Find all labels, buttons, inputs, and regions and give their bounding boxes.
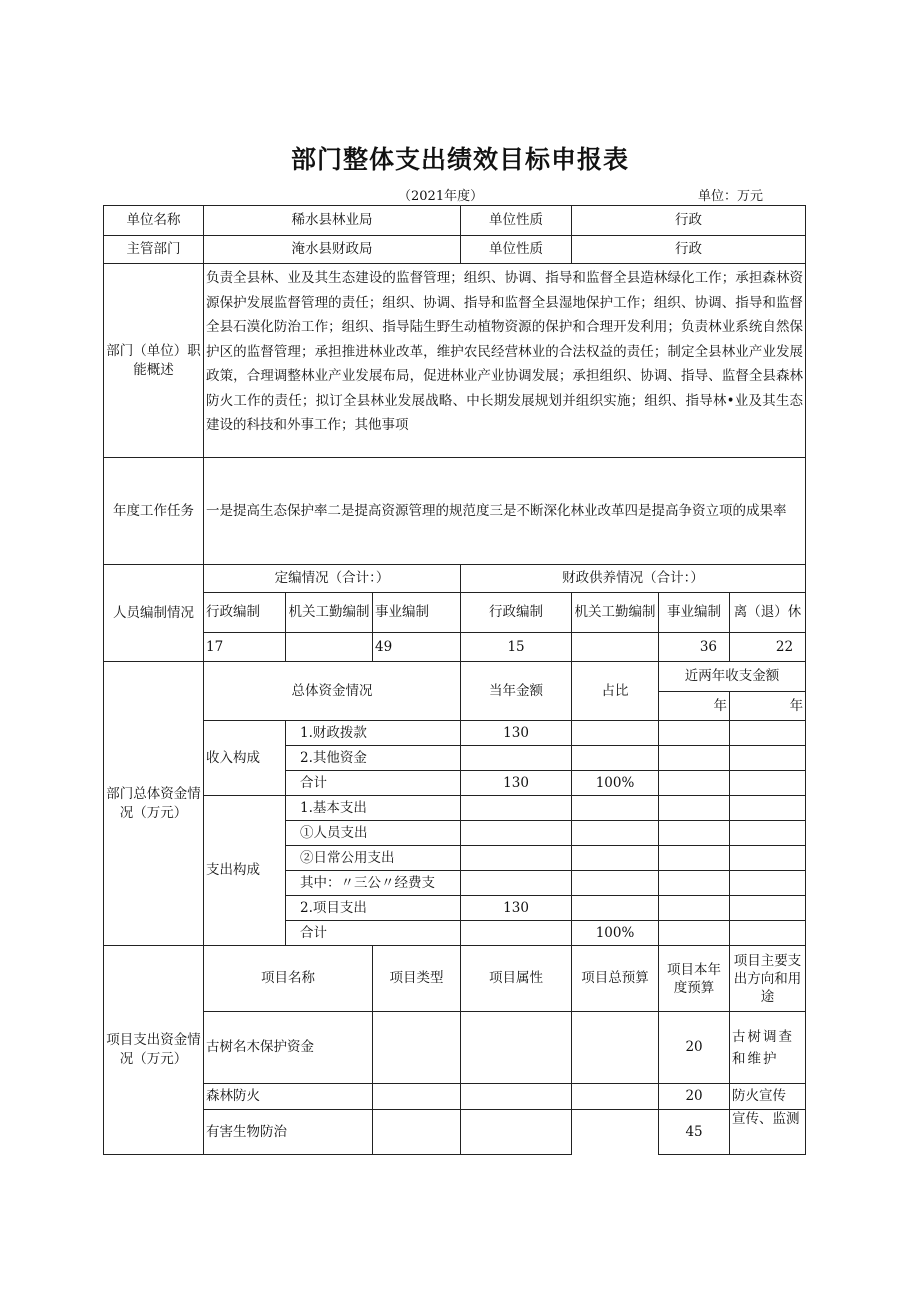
expense-amount xyxy=(461,821,572,846)
staffing-col: 行政编制 xyxy=(461,593,572,633)
expense-ratio xyxy=(572,871,659,896)
performance-target-table xyxy=(103,205,806,1155)
duties-label: 部门（单位）职能概述 xyxy=(104,264,204,458)
funds-year-a: 年 xyxy=(659,692,730,721)
expense-item: ②日常公用支出 xyxy=(286,846,461,871)
annual-task-text: 一是提高生态保护率二是提高资源管理的规范度三是不断深化林业改革四是提高争资立项的成果率 xyxy=(204,458,806,565)
projects-label: 项目支出资金情况（万元） xyxy=(104,946,204,1155)
projects-col-total: 项目总预算 xyxy=(572,946,659,1012)
projects-col-type: 项目类型 xyxy=(373,946,461,1012)
income-ratio xyxy=(572,721,659,746)
staffing-value xyxy=(286,633,373,662)
project-annual: 20 xyxy=(659,1084,730,1110)
staffing-col: 离（退）休 xyxy=(730,593,806,633)
expense-ratio xyxy=(572,846,659,871)
funds-year-b: 年 xyxy=(730,692,806,721)
projects-col-annual: 项目本年度预算 xyxy=(659,946,730,1012)
staffing-col: 机关工勤编制 xyxy=(572,593,659,633)
staffing-col: 机关工勤编制 xyxy=(286,593,373,633)
dept-nature-value: 行政 xyxy=(572,236,806,264)
project-annual: 45 xyxy=(659,1110,730,1155)
dept-value: 淹水县财政局 xyxy=(204,236,461,264)
staffing-col: 事业编制 xyxy=(373,593,461,633)
income-item: 2.其他资金 xyxy=(286,746,461,771)
staffing-value: 49 xyxy=(373,633,461,662)
expense-amount xyxy=(461,846,572,871)
expense-amount: 130 xyxy=(461,896,572,921)
expense-ratio xyxy=(572,796,659,821)
projects-col-use: 项目主要支出方向和用途 xyxy=(730,946,806,1012)
income-label: 收入构成 xyxy=(204,721,286,796)
staffing-supply-header: 财政供养情况（合计：） xyxy=(461,565,806,593)
expense-ratio xyxy=(572,896,659,921)
income-item: 1.财政拨款 xyxy=(286,721,461,746)
expense-amount xyxy=(461,871,572,896)
expense-ratio xyxy=(572,821,659,846)
expense-ratio: 100% xyxy=(572,921,659,946)
expense-amount xyxy=(461,796,572,821)
staffing-col: 事业编制 xyxy=(659,593,730,633)
project-use: 古树调查和维护 xyxy=(730,1012,806,1084)
dept-nature-label: 单位性质 xyxy=(461,236,572,264)
expense-item: 其中：〃三公〃经费支 xyxy=(286,871,461,896)
income-amount xyxy=(461,746,572,771)
dept-label: 主管部门 xyxy=(104,236,204,264)
unit-name-label: 单位名称 xyxy=(104,206,204,236)
expense-label: 支出构成 xyxy=(204,796,286,946)
project-name: 森林防火 xyxy=(204,1084,373,1110)
project-use: 宣传、监测 xyxy=(730,1110,806,1155)
staffing-label: 人员编制情况 xyxy=(104,565,204,662)
income-item: 合计 xyxy=(286,771,461,796)
unit-nature-value: 行政 xyxy=(572,206,806,236)
duties-text: 负责全县林、业及其生态建设的监督管理；组织、协调、指导和监督全县造林绿化工作；承担森林资源保护发展监督管理的责任；组织、协调、指导和监督全县湿地保护工作；组织、协调、指导和监督全县石漠化防治工作；组织、指导陆生野生动植物资源的保护和合理开发利用；负责林业系统自然保护区的监督管理；承担推进林业改革，维护农民经营林业的合法权益的责任；制定全县林业产业发展政策，合理调整林业产业发展布局，促进林业产业协调发展；承担组织、协调、指导、监督全县森林防火工作的责任；拟订全县林业发展战略、中长期发展规划并组织实施；组织、指导林•业及其生态建设的科技和外事工作；其他事项 xyxy=(204,264,806,458)
projects-col-name: 项目名称 xyxy=(204,946,373,1012)
funds-label: 部门总体资金情况（万元） xyxy=(104,662,204,946)
income-amount: 130 xyxy=(461,721,572,746)
expense-item: ①人员支出 xyxy=(286,821,461,846)
unit-nature-label: 单位性质 xyxy=(461,206,572,236)
project-name: 有害生物防治 xyxy=(204,1110,373,1155)
funds-ratio-header: 占比 xyxy=(572,662,659,721)
page-title: 部门整体支出绩效目标申报表 xyxy=(290,145,629,174)
staffing-value: 36 xyxy=(659,633,730,662)
project-use: 防火宣传 xyxy=(730,1084,806,1110)
project-name: 古树名木保护资金 xyxy=(204,1012,373,1084)
unit-label: 单位：万元 xyxy=(698,189,764,204)
income-ratio xyxy=(572,746,659,771)
expense-item: 2.项目支出 xyxy=(286,896,461,921)
funds-overview-header: 总体资金情况 xyxy=(204,662,461,721)
staffing-value: 17 xyxy=(204,633,286,662)
expense-item: 1.基本支出 xyxy=(286,796,461,821)
unit-name-value: 稀水县林业局 xyxy=(204,206,461,236)
year-label: （2021年度） xyxy=(398,189,484,204)
annual-task-label: 年度工作任务 xyxy=(104,458,204,565)
funds-amount-header: 当年金额 xyxy=(461,662,572,721)
staffing-value: 22 xyxy=(730,633,806,662)
staffing-col: 行政编制 xyxy=(204,593,286,633)
funds-recent-header: 近两年收支金额 xyxy=(659,662,806,692)
expense-amount xyxy=(461,921,572,946)
staffing-quota-header: 定编情况（合计：） xyxy=(204,565,461,593)
staffing-value: 15 xyxy=(461,633,572,662)
income-ratio: 100% xyxy=(572,771,659,796)
income-amount: 130 xyxy=(461,771,572,796)
expense-item: 合计 xyxy=(286,921,461,946)
projects-col-attr: 项目属性 xyxy=(461,946,572,1012)
staffing-value xyxy=(572,633,659,662)
project-annual: 20 xyxy=(659,1012,730,1084)
